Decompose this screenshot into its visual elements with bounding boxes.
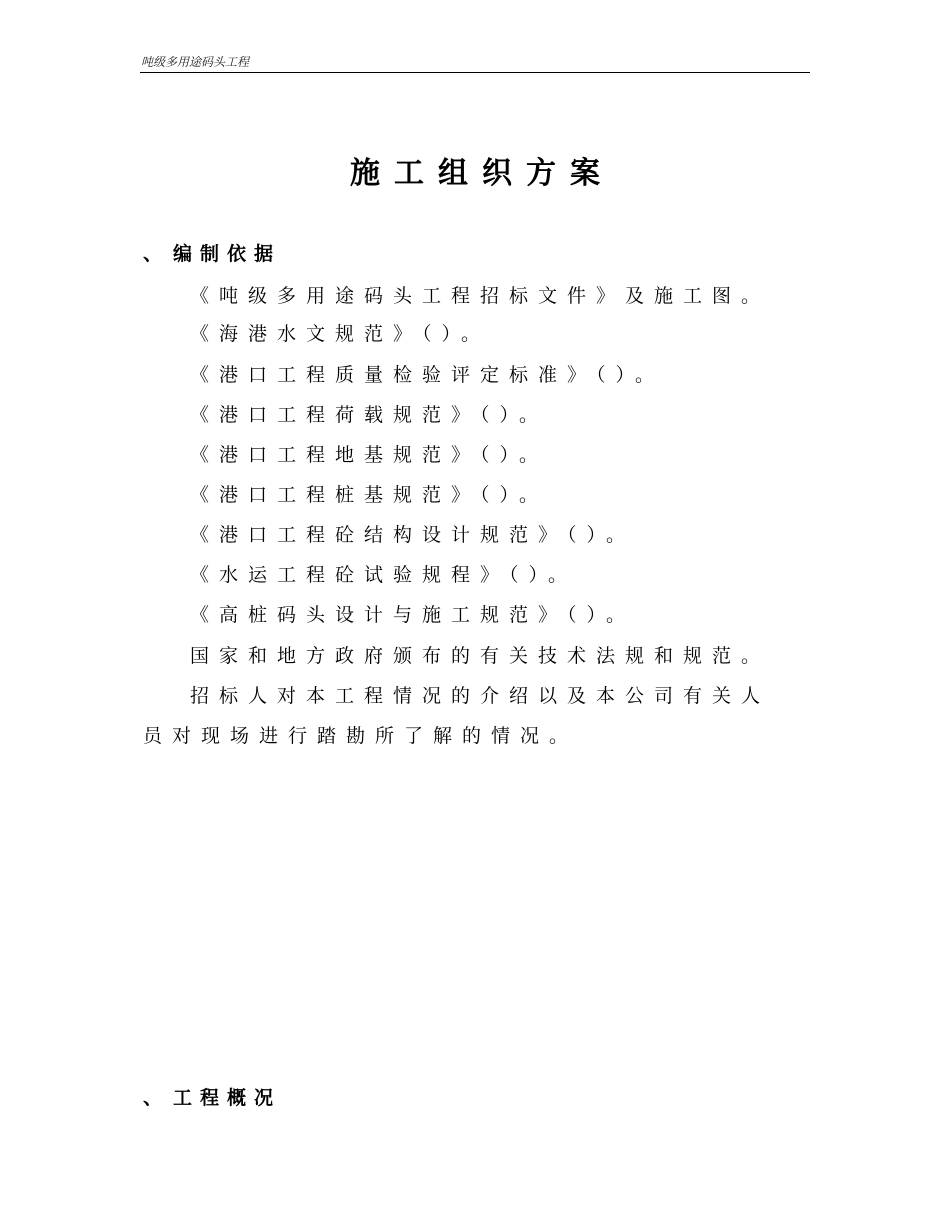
section-heading-overview [143,1086,281,1110]
page-header [140,55,810,73]
site-survey-paragraph-line-1: 招标人对本工程情况的介绍以及本公司有关人 [190,685,771,707]
header-text: 吨级多用途码头工程 [141,55,250,69]
section-heading-text: 工程概况 [173,1087,282,1109]
basis-item-7: 《港口工程砼结构设计规范》（）。 [190,524,636,546]
section-mark: 、 [143,243,163,265]
basis-item-9: 《高桩码头设计与施工规范》（）。 [190,604,636,626]
basis-item-6: 《港口工程桩基规范》（）。 [190,484,549,506]
site-survey-paragraph-line-2: 员对现场进行踏勘所了解的情况。 [143,725,579,747]
basis-item-2: 《海港水文规范》（）。 [190,323,491,345]
basis-item-4: 《港口工程荷载规范》（）。 [190,404,549,426]
basis-item-3: 《港口工程质量检验评定标准》（）。 [190,364,665,386]
basis-item-8: 《水运工程砼试验规程》（）。 [190,564,578,586]
basis-item-5: 《港口工程地基规范》（）。 [190,444,549,466]
basis-item-1: 《吨级多用途码头工程招标文件》及施工图。 [190,285,771,307]
document-title: 施工组织方案 [350,156,614,191]
section-heading-basis [143,242,281,266]
regulations-paragraph: 国家和地方政府颁布的有关技术法规和规范。 [190,645,771,667]
section-heading-text: 编制依据 [173,243,282,265]
section-mark: 、 [143,1087,163,1109]
